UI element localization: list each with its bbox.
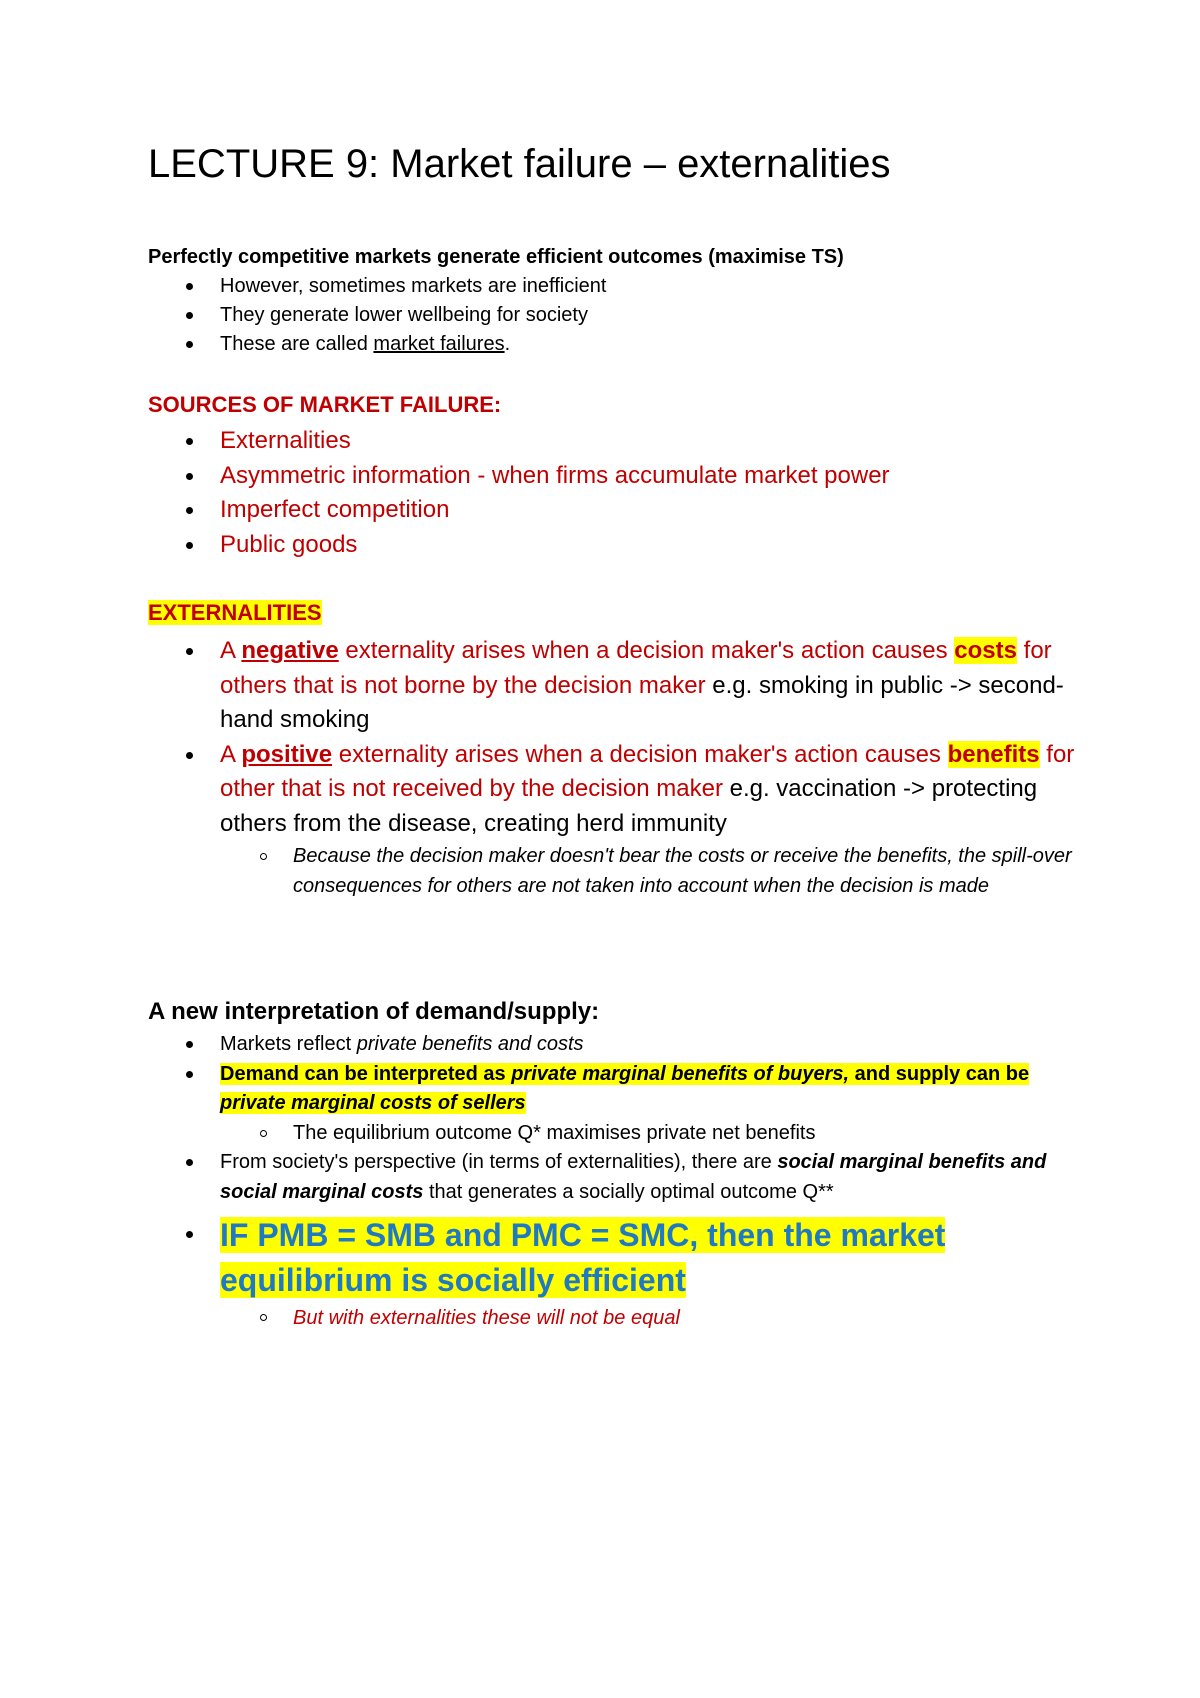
text: Markets reflect xyxy=(220,1033,357,1055)
text: externality arises when a decision maker's action causes xyxy=(338,637,955,664)
list-item xyxy=(220,634,1080,738)
list-item: But with externalities these will not be equal xyxy=(293,1303,1080,1333)
text: for others that is not borne by the decision maker xyxy=(220,637,1052,699)
list-item xyxy=(220,1030,1080,1060)
list-item: They generate lower wellbeing for society xyxy=(220,301,606,330)
nested-list xyxy=(293,1119,1080,1149)
text: A xyxy=(220,637,242,664)
nested-list xyxy=(293,841,1080,901)
text: A xyxy=(220,740,242,768)
text: for other that is not received by the decision maker xyxy=(220,740,1075,802)
list-item: However, sometimes markets are inefficient xyxy=(220,272,606,301)
list-item xyxy=(220,1213,1080,1333)
list-item: The equilibrium outcome Q* maximises private net benefits xyxy=(293,1119,1080,1149)
market-failures-term: market failures xyxy=(373,333,505,355)
text: private marginal benefits of buyers, xyxy=(511,1062,850,1085)
externalities-heading-wrap xyxy=(148,598,1200,628)
page-title: LECTURE 9: Market failure – externalities xyxy=(148,142,891,186)
list-item: Asymmetric information - when firms accumulate market power xyxy=(220,459,890,494)
text: that generates a socially optimal outcome Q** xyxy=(423,1180,834,1203)
intro-heading: Perfectly competitive markets generate efficient outcomes (maximise TS) xyxy=(148,246,844,268)
text: externality arises when a decision maker's action causes xyxy=(332,740,948,768)
text: e.g. smoking in public -> second-hand smoking xyxy=(220,671,1064,733)
intro-list xyxy=(220,272,606,359)
list-item-text: These are called xyxy=(220,333,374,355)
list-item: Public goods xyxy=(220,528,890,563)
sources-heading: SOURCES OF MARKET FAILURE: xyxy=(148,392,502,417)
list-item xyxy=(220,1148,1080,1207)
text: social marginal benefits and social marginal costs xyxy=(220,1151,1047,1203)
externalities-list xyxy=(220,634,1080,901)
text: e.g. vaccination -> protecting others from the disease, creating herd immunity xyxy=(220,775,1038,837)
list-item xyxy=(220,330,606,359)
text: From society's perspective (in terms of externalities), there are xyxy=(220,1151,778,1173)
list-item: Imperfect competition xyxy=(220,493,890,528)
positive-term: positive xyxy=(241,740,333,768)
negative-term: negative xyxy=(241,637,339,664)
externalities-heading: EXTERNALITIES xyxy=(148,600,322,625)
text: private benefits and costs xyxy=(356,1033,584,1055)
list-item xyxy=(220,1060,1080,1149)
demand-supply-heading: A new interpretation of demand/supply: xyxy=(148,998,600,1025)
costs-term: costs xyxy=(954,637,1017,664)
demand-supply-list xyxy=(220,1030,1080,1333)
sources-list xyxy=(220,424,890,562)
text: Demand can be interpreted as xyxy=(220,1062,512,1085)
text: and supply can be xyxy=(849,1062,1030,1085)
list-item: Externalities xyxy=(220,424,890,459)
key-statement: IF PMB = SMB and PMC = SMC, then the market equilibrium is socially efficient xyxy=(220,1217,946,1298)
nested-list xyxy=(293,1303,1080,1333)
list-item-text: . xyxy=(504,333,511,355)
benefits-term: benefits xyxy=(947,740,1040,768)
list-item: Because the decision maker doesn't bear the costs or receive the benefits, the spill-over consequences for others are not taken into account when the decision is made xyxy=(293,841,1080,901)
text: private marginal costs of sellers xyxy=(220,1092,526,1114)
list-item xyxy=(220,738,1080,902)
